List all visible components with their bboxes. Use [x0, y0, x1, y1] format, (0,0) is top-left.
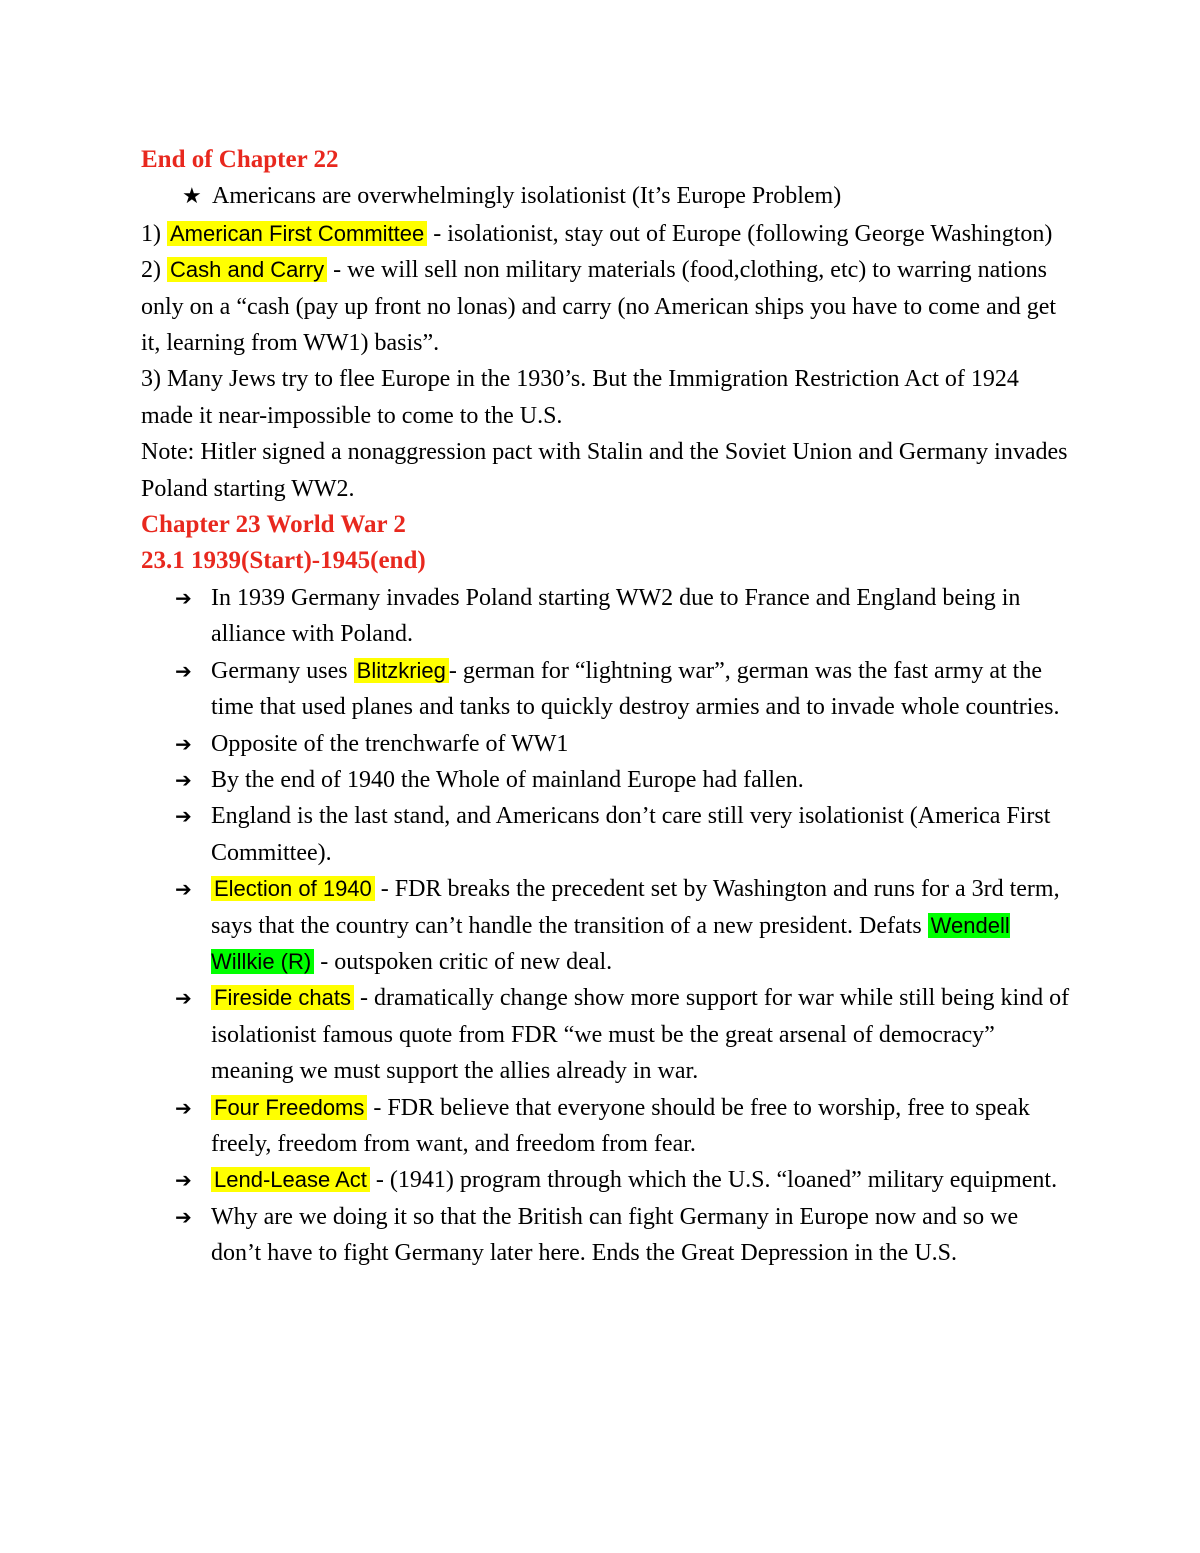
section-23-1-heading: 23.1 1939(Start)-1945(end)	[141, 547, 426, 575]
list-item	[141, 871, 1071, 980]
item-text: Many Jews try to flee Europe in the 1930’s. But the Immigration Restriction Act of 1924 made it near-impossible to come to the U.S.	[141, 366, 1019, 429]
star-item-text: Americans are overwhelmingly isolationist (It’s Europe Problem)	[212, 183, 842, 210]
list-item	[141, 1199, 1071, 1272]
bullet-text: By the end of 1940 the Whole of mainland Europe had fallen.	[211, 766, 804, 793]
list-item	[141, 762, 1071, 798]
list-item	[141, 980, 1071, 1089]
arrow-bullet-icon: ➔	[175, 986, 192, 1011]
list-item	[141, 653, 1071, 726]
highlighted-term: Four Freedoms	[211, 1095, 367, 1120]
arrow-bullet-icon: ➔	[175, 1095, 192, 1120]
arrow-bullet-icon: ➔	[175, 658, 192, 683]
bullet-text: - (1941) program through which the U.S. “loaned” military equipment.	[369, 1167, 1058, 1194]
list-item	[141, 1090, 1071, 1163]
star-item	[141, 178, 1071, 215]
arrow-bullet-icon: ➔	[175, 767, 192, 792]
arrow-bullet-icon: ➔	[175, 1204, 192, 1229]
highlighted-term: Fireside chats	[211, 985, 354, 1010]
bullet-text: Opposite of the trenchwarfe of WW1	[211, 730, 569, 757]
bullet-text: - FDR believe that everyone should be free to worship, free to speak freely, freedom from want, and freedom from fear.	[211, 1094, 1030, 1157]
item-text: - isolationist, stay out of Europe (following George Washington)	[427, 220, 1053, 247]
list-item	[141, 798, 1071, 871]
highlighted-term: Blitzkrieg	[354, 658, 449, 683]
bullet-text: England is the last stand, and Americans don’t care still very isolationist (America First Committee).	[211, 803, 1051, 866]
item-text: - we will sell non military materials (food,clothing, etc) to warring nations only on a “cash (pay up front no lonas) and carry (no American ships you have to come and get it, learning from WW1) basis”.	[141, 257, 1057, 357]
arrow-bullet-icon: ➔	[175, 804, 192, 829]
list-item	[141, 726, 1071, 762]
chapter-22-heading: End of Chapter 22	[141, 146, 339, 173]
bullet-text: - FDR breaks the precedent set by Washington and runs for a 3rd term, says that the country can’t handle the transition of a new president. Defats	[211, 876, 1060, 939]
highlighted-term: American First Committee	[167, 221, 427, 246]
bullet-list	[141, 580, 1071, 1272]
star-icon: ★	[182, 184, 202, 210]
bullet-text: - german for “lightning war”, german was the fast army at the time that used planes and tanks to quickly destroy armies and to invade whole countries.	[211, 657, 1060, 721]
highlighted-name: Wendell Willkie (R)	[211, 912, 1010, 974]
note-paragraph: Note: Hitler signed a nonaggression pact with Stalin and the Soviet Union and Germany invades Poland starting WW2.	[141, 439, 1068, 502]
item-number: 2)	[141, 257, 167, 284]
bullet-text: - outspoken critic of new deal.	[314, 948, 613, 975]
bullet-text: Germany uses	[211, 657, 354, 684]
arrow-bullet-icon: ➔	[175, 1168, 192, 1193]
numbered-item-3	[141, 361, 1071, 434]
numbered-item-1	[141, 216, 1071, 252]
notes-content	[141, 142, 1071, 1272]
item-number: 1)	[141, 220, 167, 247]
arrow-bullet-icon: ➔	[175, 877, 192, 902]
highlighted-term: Election of 1940	[211, 876, 375, 901]
bullet-text: Why are we doing it so that the British can fight Germany in Europe now and so we don’t have to fight Germany later here. Ends the Great Depression in the U.S.	[211, 1203, 1019, 1267]
list-item	[141, 580, 1071, 653]
arrow-bullet-icon: ➔	[175, 585, 192, 610]
chapter-23-heading: Chapter 23 World War 2	[141, 511, 406, 539]
bullet-text: - dramatically change show more support for war while still being kind of isolationist famous quote from FDR “we must be the great arsenal of democracy” meaning we must support the allies already in war.	[211, 985, 1070, 1085]
bullet-text: In 1939 Germany invades Poland starting WW2 due to France and England being in alliance with Poland.	[211, 584, 1021, 648]
highlighted-term: Cash and Carry	[167, 257, 327, 282]
highlighted-term: Lend-Lease Act	[211, 1167, 370, 1192]
arrow-bullet-icon: ➔	[175, 731, 192, 756]
item-number: 3)	[141, 366, 167, 393]
list-item	[141, 1162, 1071, 1198]
numbered-item-2	[141, 252, 1071, 361]
